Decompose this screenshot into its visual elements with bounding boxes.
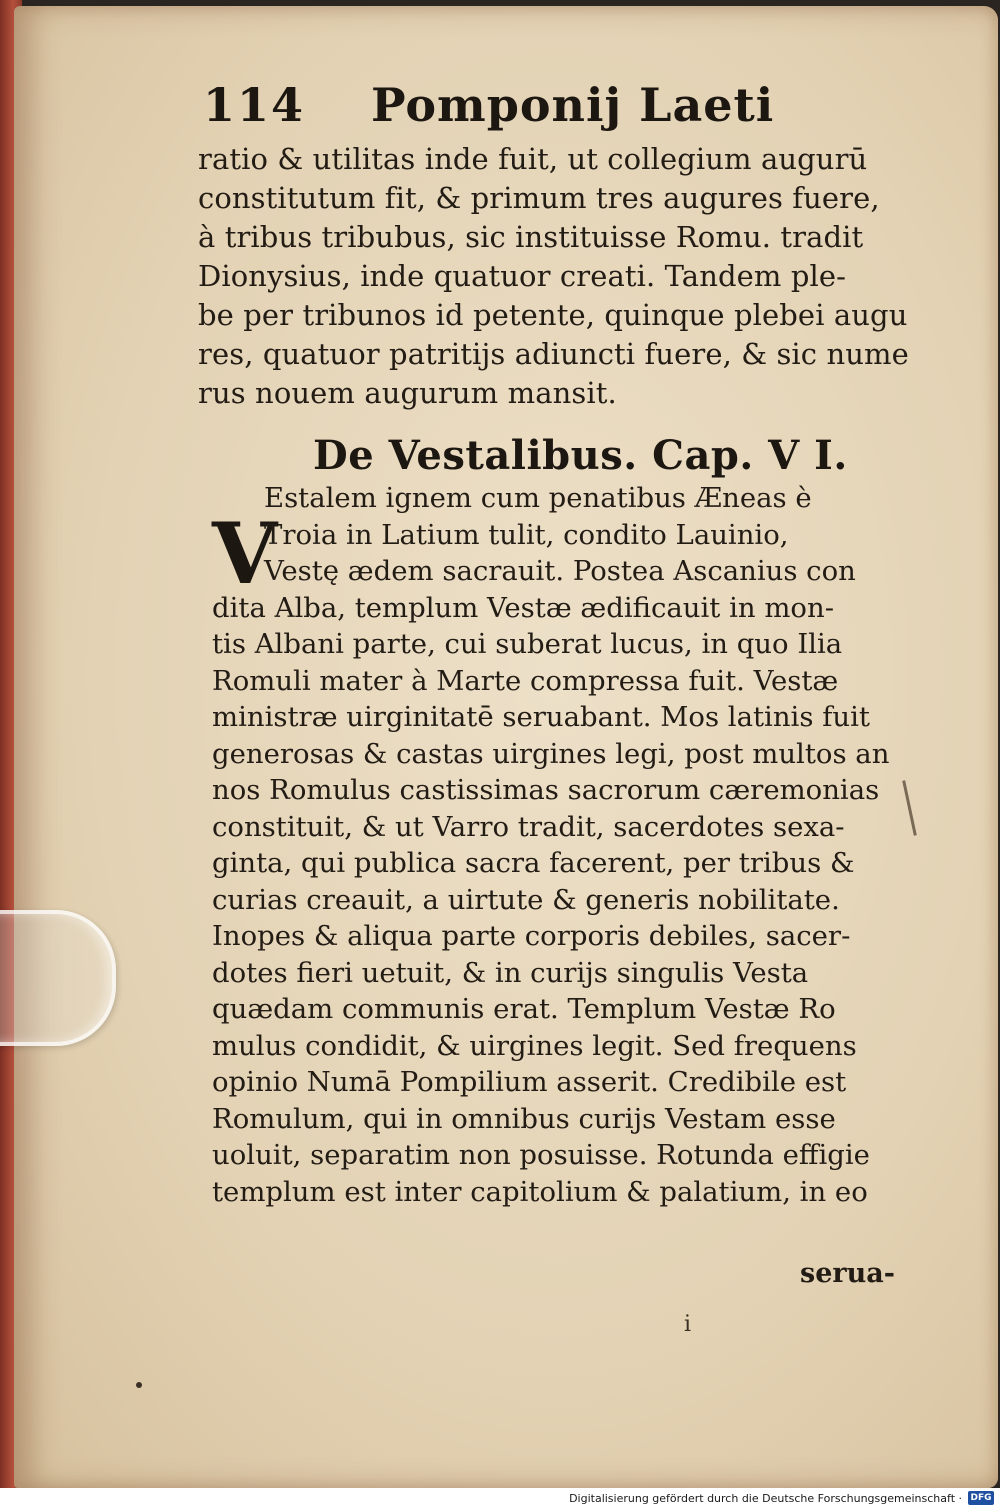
drop-cap: V xyxy=(212,504,278,603)
text-line: dotes fieri uetuit, & in curijs singulis Vesta xyxy=(212,956,809,989)
text-line: rus nouem augurum mansit. xyxy=(198,376,617,410)
text-line: tis Albani parte, cui suberat lucus, in quo Ilia xyxy=(212,628,843,660)
text-line: à tribus tribubus, sic instituisse Romu. tradit xyxy=(198,220,864,254)
text-line: ginta, qui publica sacra facerent, per tribus & xyxy=(212,847,855,879)
text-line: Romulum, qui in omnibus curijs Vestam esse xyxy=(212,1102,836,1135)
text-line: constitutum fit, & primum tres augures fuere, xyxy=(198,181,880,215)
text-line: Dionysius, inde quatuor creati. Tandem ple- xyxy=(198,259,847,293)
paragraph-vestals xyxy=(212,480,902,1210)
text-line: ministræ uirginitatē seruabant. Mos latinis fuit xyxy=(212,701,870,733)
text-line: opinio Numā Pompilium asserit. Credibile est xyxy=(212,1066,847,1098)
text-line: Estalem ignem cum penatibus Æneas è xyxy=(264,482,812,514)
running-head: Pomponij Laeti xyxy=(371,78,775,132)
text-line: res, quatuor patritijs adiuncti fuere, & sic nume xyxy=(198,337,909,371)
signature-mark: i xyxy=(684,1312,692,1337)
page-clip xyxy=(0,910,116,1046)
text-line: Inopes & aliqua parte corporis debiles, sacer- xyxy=(212,920,851,952)
text-line: nos Romulus castissimas sacrorum cæremonias xyxy=(212,774,880,806)
page-number: 114 xyxy=(203,78,306,132)
digitization-credit: Digitalisierung gefördert durch die Deutsche Forschungsgemeinschaft · xyxy=(569,1492,962,1505)
text-line: mulus condidit, & uirgines legit. Sed frequens xyxy=(212,1029,857,1062)
paragraph-augurs xyxy=(198,140,909,413)
ink-dot xyxy=(136,1382,142,1388)
text-line: constituit, & ut Varro tradit, sacerdotes sexa- xyxy=(212,810,845,843)
text-line: Vestę ædem sacrauit. Postea Ascanius con xyxy=(264,555,856,587)
text-line: be per tribunos id petente, quinque plebei augu xyxy=(198,298,908,332)
text-line: quædam communis erat. Templum Vestæ Ro xyxy=(212,993,836,1025)
dfg-logo-icon: DFG xyxy=(968,1491,994,1505)
text-line: uoluit, separatim non posuisse. Rotunda effigie xyxy=(212,1139,870,1171)
text-line: Romuli mater à Marte compressa fuit. Vestæ xyxy=(212,664,839,697)
page-header xyxy=(203,78,903,138)
text-line: Troia in Latium tulit, condito Lauinio, xyxy=(264,518,789,551)
text-line: generosas & castas uirgines legi, post multos an xyxy=(212,737,890,770)
text-line: ratio & utilitas inde fuit, ut collegium augurū xyxy=(198,142,868,176)
text-line: curias creauit, a uirtute & generis nobilitate. xyxy=(212,883,840,916)
catchword: serua- xyxy=(800,1258,895,1289)
text-line: templum est inter capitolium & palatium, in eo xyxy=(212,1175,868,1208)
text-line: dita Alba, templum Vestæ ædificauit in mon- xyxy=(212,591,834,624)
chapter-heading: De Vestalibus. Cap. V I. xyxy=(313,432,848,479)
